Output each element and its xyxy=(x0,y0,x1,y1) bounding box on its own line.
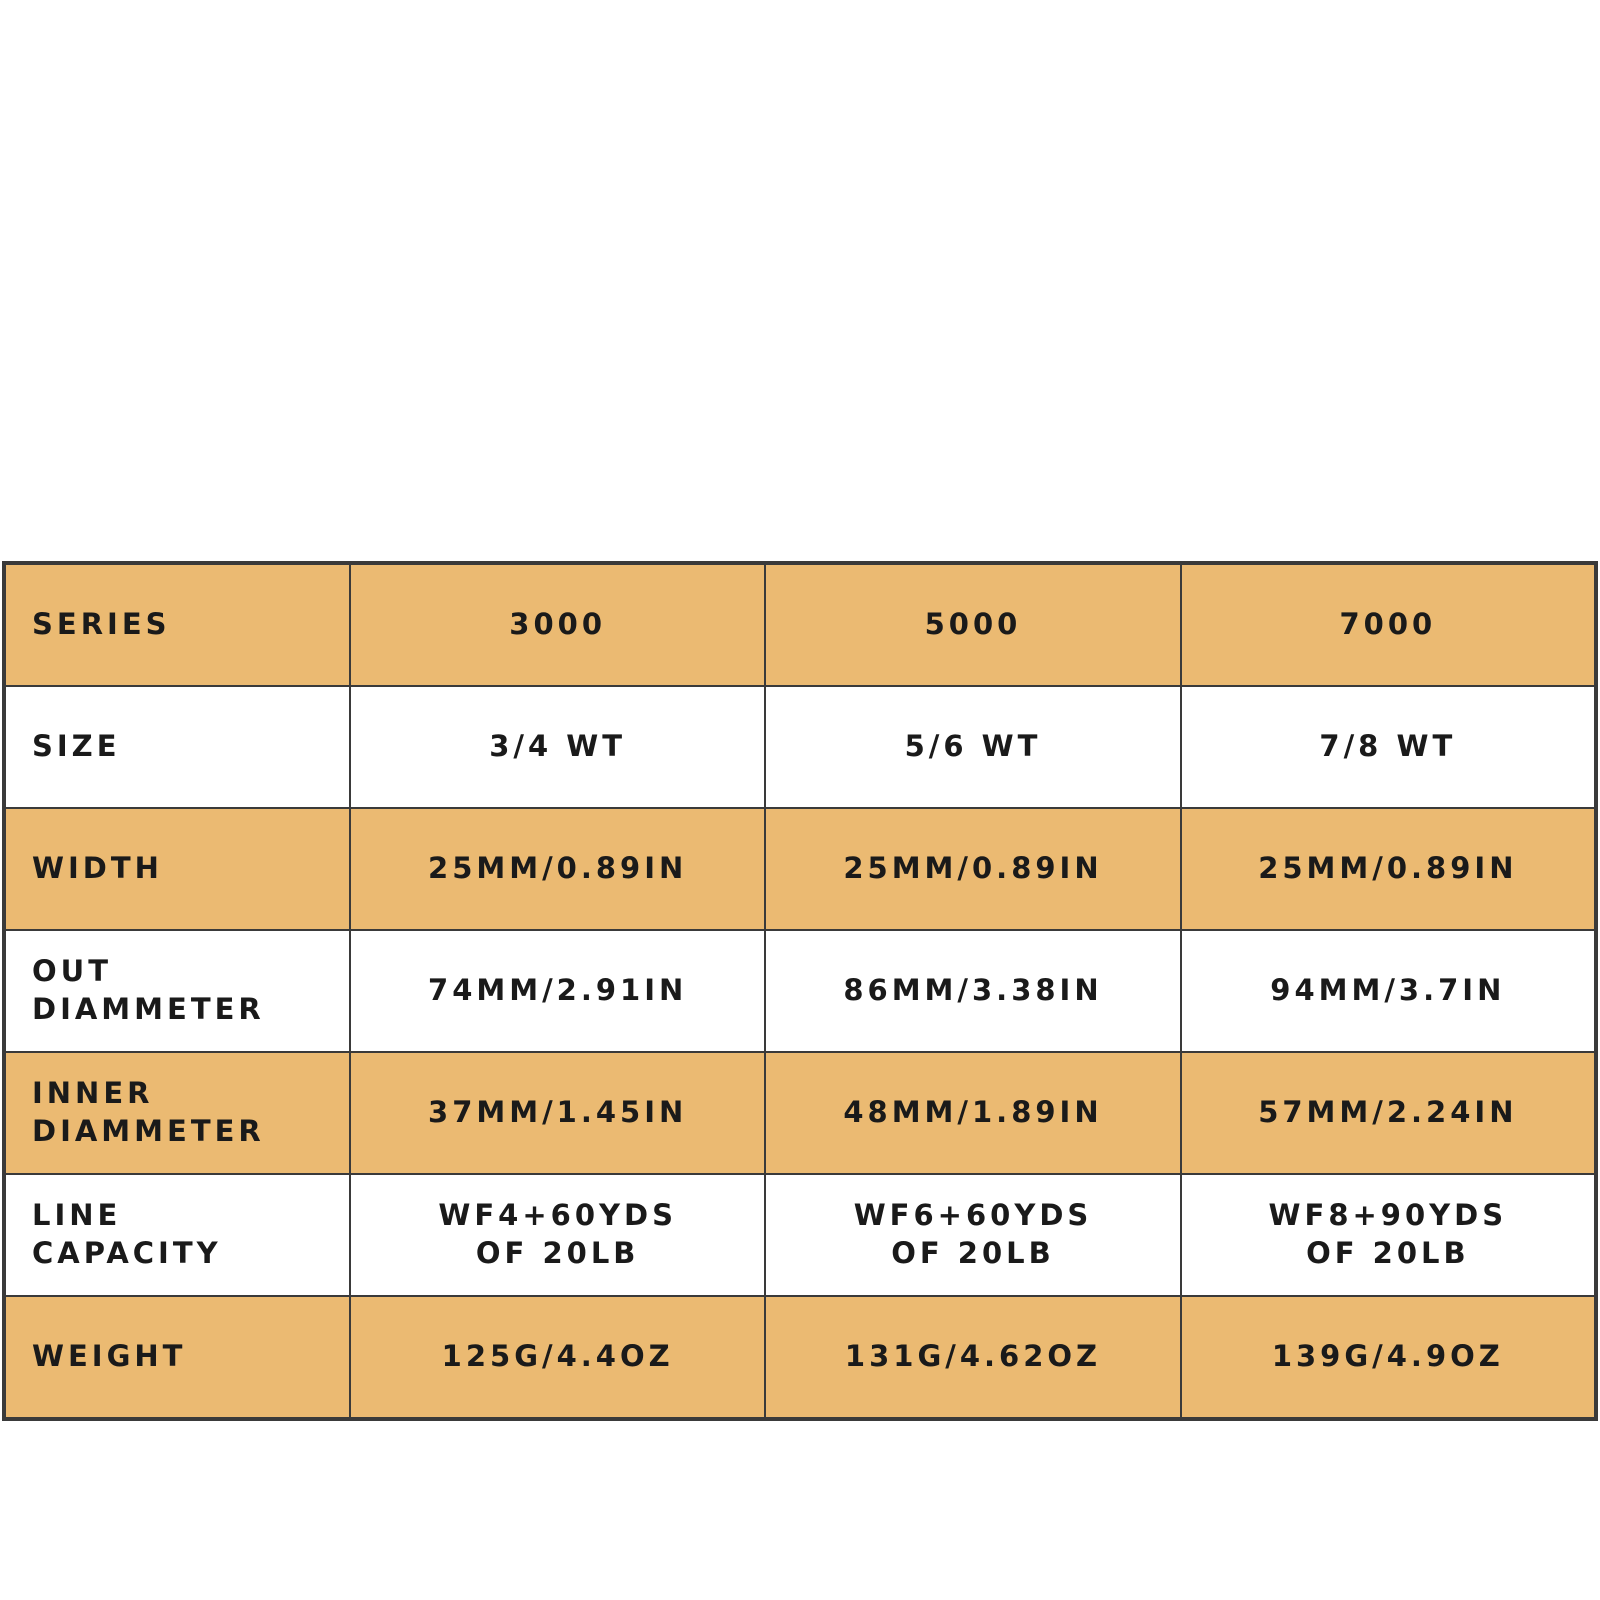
line-capacity-5000-cell xyxy=(765,1174,1180,1296)
row-label-width xyxy=(4,808,350,930)
row-label-weight xyxy=(4,1296,350,1419)
label-text-line-2: DIAMMETER xyxy=(32,1114,265,1148)
row-label-out-diameter xyxy=(4,930,350,1052)
label-text-line-1: INNER xyxy=(32,1076,154,1111)
weight-3000-cell xyxy=(350,1296,765,1419)
weight-5000-cell xyxy=(765,1296,1180,1419)
row-label-line-capacity xyxy=(4,1174,350,1296)
inner-diameter-5000-cell xyxy=(765,1052,1180,1174)
value-text: 37MM/1.45IN xyxy=(428,1095,688,1130)
value-text: 139G/4.9OZ xyxy=(1271,1339,1504,1374)
line-capacity-7000-cell xyxy=(1181,1174,1596,1296)
value-text: 57MM/2.24IN xyxy=(1258,1095,1518,1130)
row-size xyxy=(4,686,1596,808)
value-text: 125G/4.4OZ xyxy=(441,1339,674,1374)
value-text: 7000 xyxy=(1339,607,1437,642)
value-text: 94MM/3.7IN xyxy=(1270,973,1506,1008)
out-diameter-7000-cell xyxy=(1181,930,1596,1052)
value-text: 25MM/0.89IN xyxy=(1258,851,1518,886)
row-label-size xyxy=(4,686,350,808)
label-text: WIDTH xyxy=(32,851,163,886)
value-text: 131G/4.62OZ xyxy=(844,1339,1102,1374)
label-text-line-2: DIAMMETER xyxy=(32,992,265,1026)
label-text: SIZE xyxy=(32,729,121,764)
value-text-line-1: WF8+90YDS xyxy=(1268,1198,1508,1233)
width-7000-cell xyxy=(1181,808,1596,930)
series-3000-cell xyxy=(350,563,765,686)
value-text: 86MM/3.38IN xyxy=(843,973,1103,1008)
label-text-line-2: CAPACITY xyxy=(32,1236,222,1270)
value-text: 74MM/2.91IN xyxy=(428,973,688,1008)
label-text-line-1: OUT xyxy=(32,954,112,989)
series-7000-cell xyxy=(1181,563,1596,686)
row-label-series xyxy=(4,563,350,686)
value-text: 3/4 WT xyxy=(489,729,627,764)
inner-diameter-3000-cell xyxy=(350,1052,765,1174)
row-inner-diameter xyxy=(4,1052,1596,1174)
value-text: 5/6 WT xyxy=(904,729,1042,764)
label-text: WEIGHT xyxy=(32,1339,187,1374)
value-text: 25MM/0.89IN xyxy=(428,851,688,886)
label-text-line-1: LINE xyxy=(32,1198,122,1233)
value-text-line-1: WF4+60YDS xyxy=(438,1198,677,1233)
size-3000-cell xyxy=(350,686,765,808)
row-weight xyxy=(4,1296,1596,1419)
spec-table xyxy=(2,561,1598,1421)
value-text: 3000 xyxy=(509,607,607,642)
value-text: 25MM/0.89IN xyxy=(843,851,1103,886)
width-5000-cell xyxy=(765,808,1180,930)
series-5000-cell xyxy=(765,563,1180,686)
row-label-inner-diameter xyxy=(4,1052,350,1174)
inner-diameter-7000-cell xyxy=(1181,1052,1596,1174)
size-7000-cell xyxy=(1181,686,1596,808)
value-text: 7/8 WT xyxy=(1319,729,1457,764)
header-row-series xyxy=(4,563,1596,686)
line-capacity-3000-cell xyxy=(350,1174,765,1296)
row-line-capacity xyxy=(4,1174,1596,1296)
label-text: SERIES xyxy=(32,607,171,642)
value-text-line-1: WF6+60YDS xyxy=(853,1198,1093,1233)
row-width xyxy=(4,808,1596,930)
value-text: 5000 xyxy=(924,607,1022,642)
value-text-line-2: OF 20LB xyxy=(1306,1236,1470,1270)
size-5000-cell xyxy=(765,686,1180,808)
out-diameter-3000-cell xyxy=(350,930,765,1052)
value-text-line-2: OF 20LB xyxy=(891,1236,1055,1270)
value-text-line-2: OF 20LB xyxy=(475,1236,640,1270)
row-out-diameter xyxy=(4,930,1596,1052)
out-diameter-5000-cell xyxy=(765,930,1180,1052)
width-3000-cell xyxy=(350,808,765,930)
value-text: 48MM/1.89IN xyxy=(843,1095,1103,1130)
weight-7000-cell xyxy=(1181,1296,1596,1419)
